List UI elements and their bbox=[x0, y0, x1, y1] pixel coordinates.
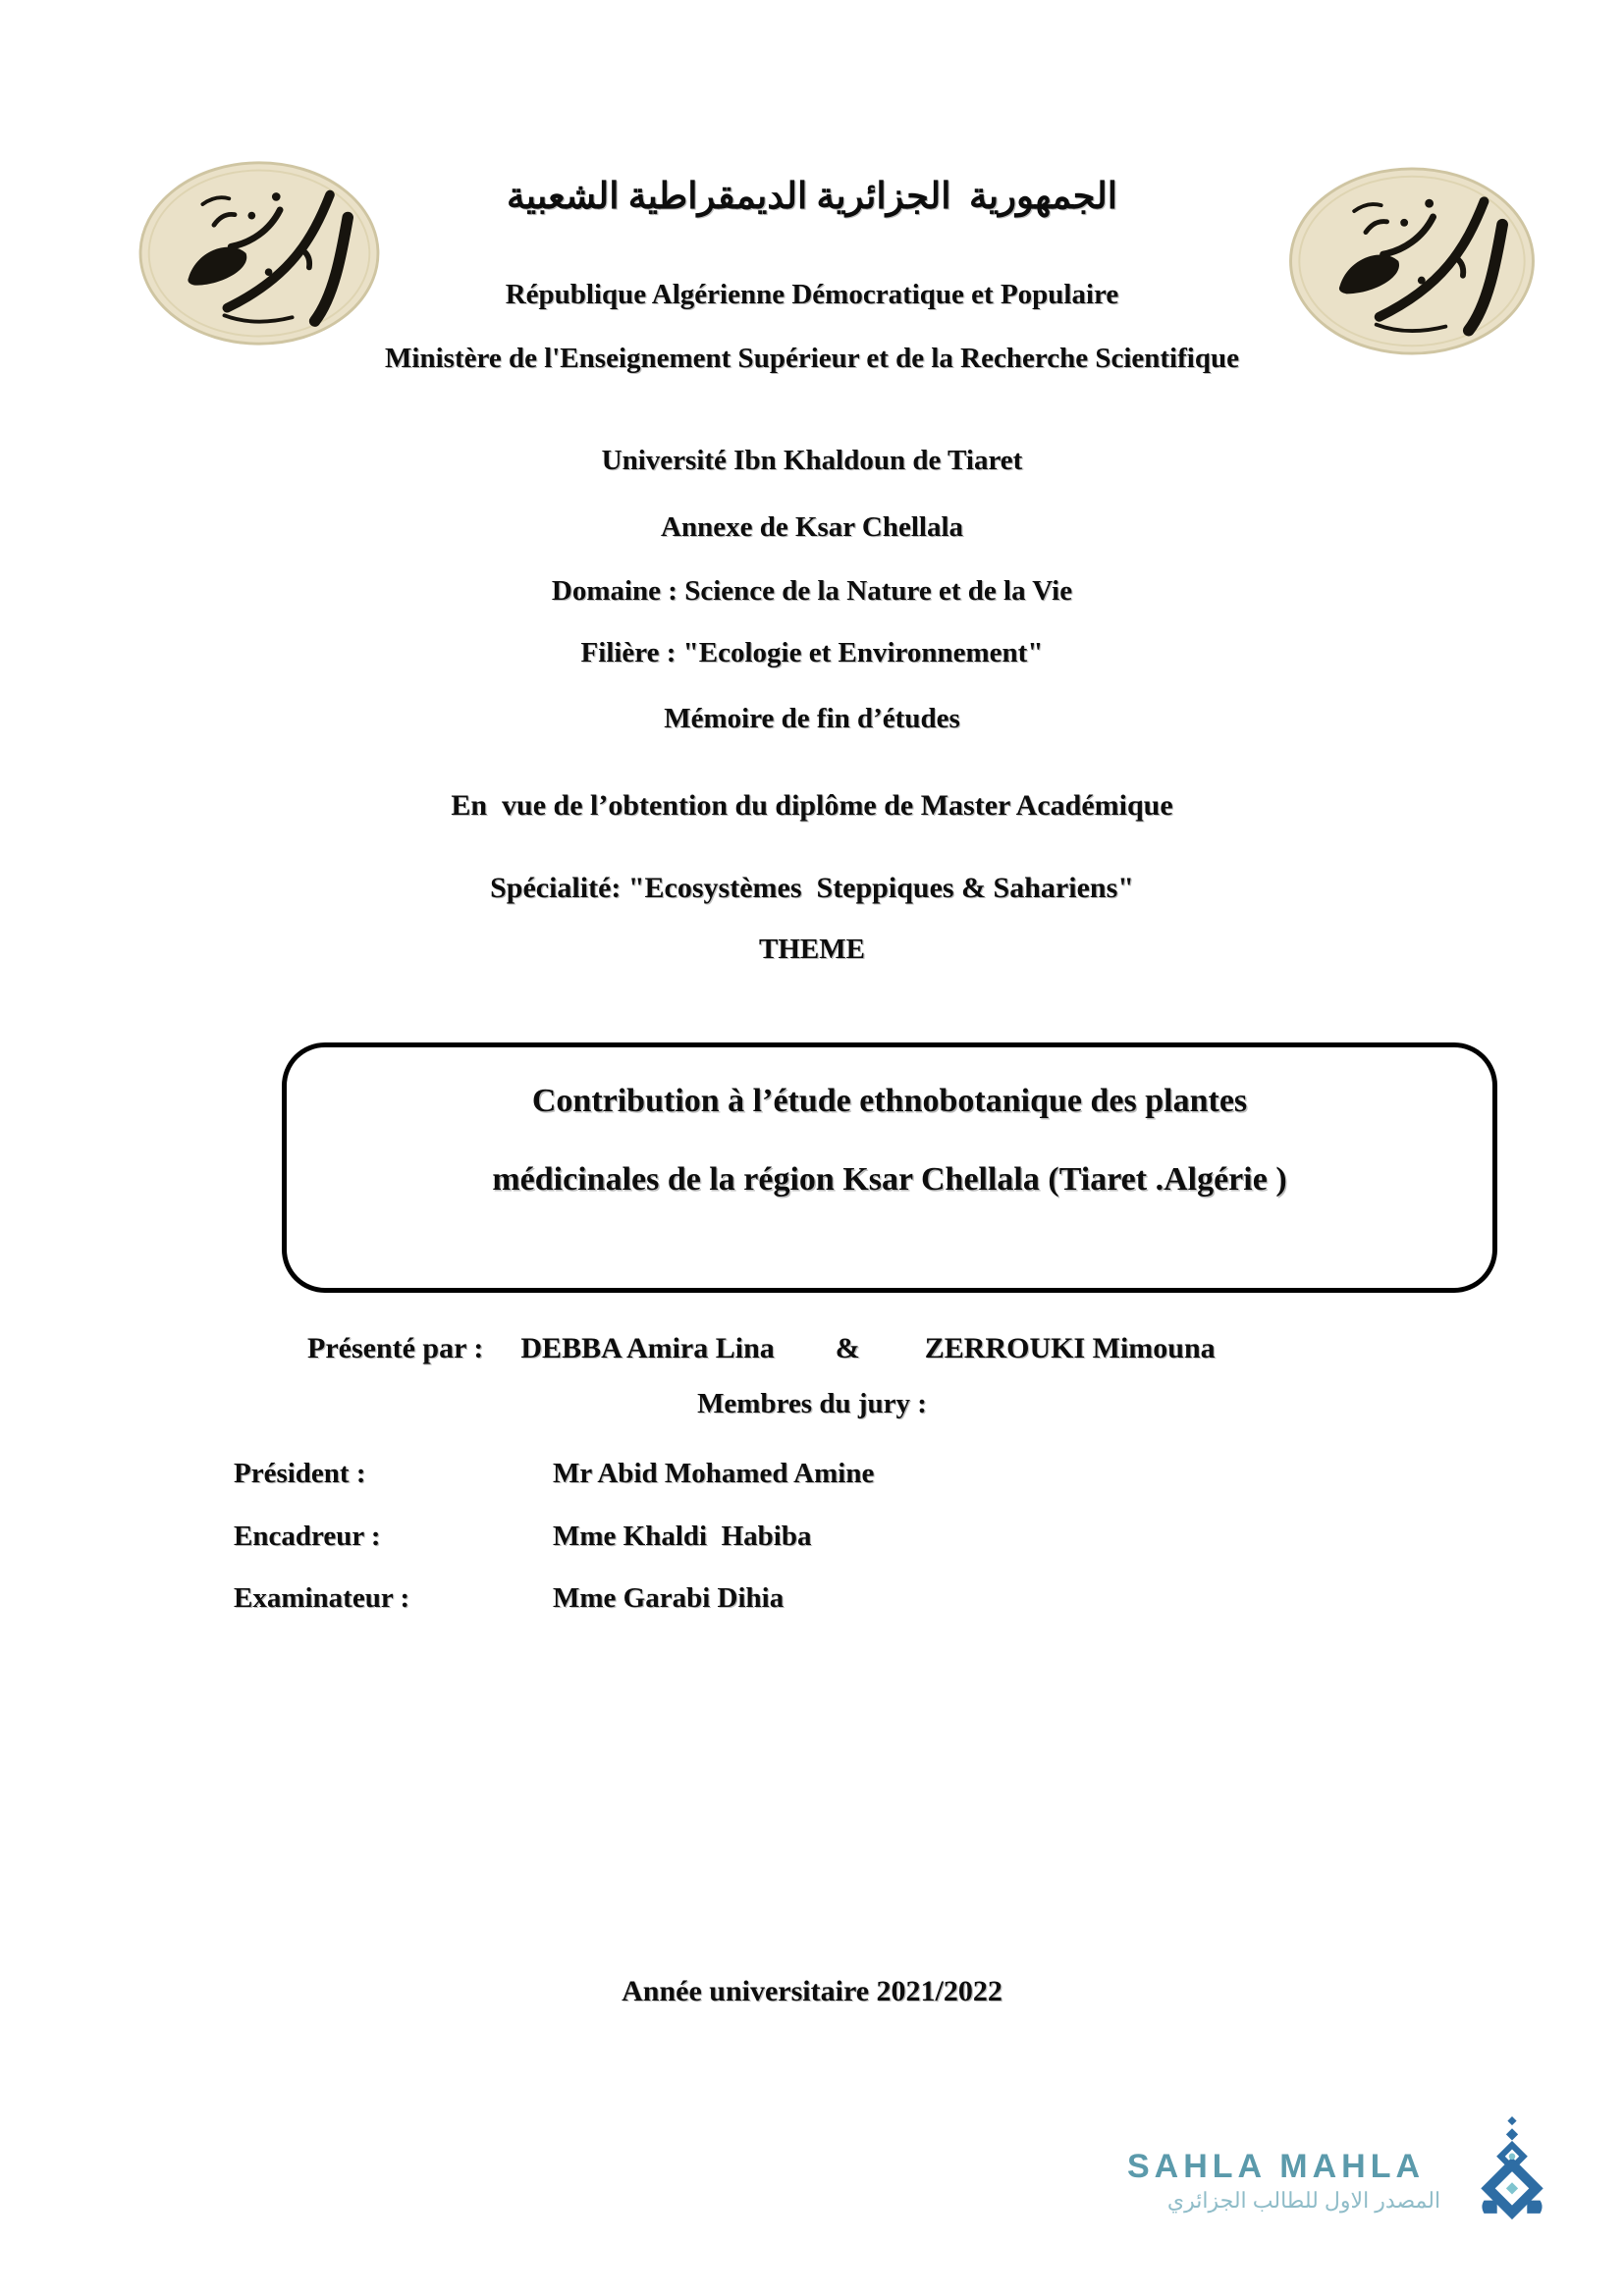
jury-member-name: Mme Garabi Dihia bbox=[553, 1582, 785, 1614]
specialty-line: Spécialité: "Ecosystèmes Steppiques & Sahariens" bbox=[490, 872, 1134, 904]
purpose-line: En vue de l’obtention du diplôme de Master Académique bbox=[451, 789, 1173, 822]
authors-separator: & bbox=[835, 1332, 860, 1364]
jury-member-name: Mme Khaldi Habiba bbox=[553, 1521, 812, 1552]
sahla-mahla-watermark bbox=[1127, 2148, 1481, 2214]
memoire-line: Mémoire de fin d’études bbox=[664, 703, 960, 734]
jury-heading: Membres du jury : bbox=[697, 1388, 927, 1419]
theme-label: THEME bbox=[759, 934, 865, 965]
presented-by-label: Présenté par : bbox=[307, 1332, 484, 1364]
jury-role-label: Examinateur : bbox=[234, 1582, 410, 1614]
sahla-mahla-logo-icon bbox=[1479, 2116, 1545, 2220]
annex-line: Annexe de Ksar Chellala bbox=[661, 511, 963, 543]
sahla-mahla-brand-name: SAHLA MAHLA bbox=[1127, 2148, 1426, 2185]
jury-row-president bbox=[0, 1458, 1624, 1497]
university-line: Université Ibn Khaldoun de Tiaret bbox=[601, 445, 1023, 476]
thesis-title-line-1: Contribution à l’étude ethnobotanique des plantes bbox=[531, 1083, 1248, 1119]
jury-role-label: Encadreur : bbox=[234, 1521, 381, 1552]
jury-row-encadreur bbox=[0, 1521, 1624, 1560]
academic-year-line: Année universitaire 2021/2022 bbox=[622, 1975, 1002, 2007]
thesis-title-line-2: médicinales de la région Ksar Chellala (Tiaret .Algérie ) bbox=[492, 1161, 1287, 1198]
sahla-mahla-tagline: المصدر الاول للطالب الجزائري bbox=[1166, 2188, 1441, 2213]
author-1: DEBBA Amira Lina bbox=[520, 1332, 775, 1364]
jury-member-name: Mr Abid Mohamed Amine bbox=[553, 1458, 875, 1489]
ministry-line: Ministère de l'Enseignement Supérieur et de la Recherche Scientifique bbox=[385, 343, 1239, 374]
arabic-republic-title: الجمهورية الجزائرية الديمقراطية الشعبية bbox=[506, 177, 1118, 217]
author-2: ZERROUKI Mimouna bbox=[924, 1332, 1216, 1364]
theme-title-box bbox=[282, 1042, 1497, 1293]
domain-line: Domaine : Science de la Nature et de la Vie bbox=[551, 575, 1073, 607]
republic-line: République Algérienne Démocratique et Populaire bbox=[505, 279, 1119, 310]
filiere-line: Filière : "Ecologie et Environnement" bbox=[580, 637, 1044, 668]
jury-role-label: Président : bbox=[234, 1458, 366, 1489]
jury-row-examinateur bbox=[0, 1582, 1624, 1622]
presented-by-line bbox=[307, 1332, 1216, 1365]
